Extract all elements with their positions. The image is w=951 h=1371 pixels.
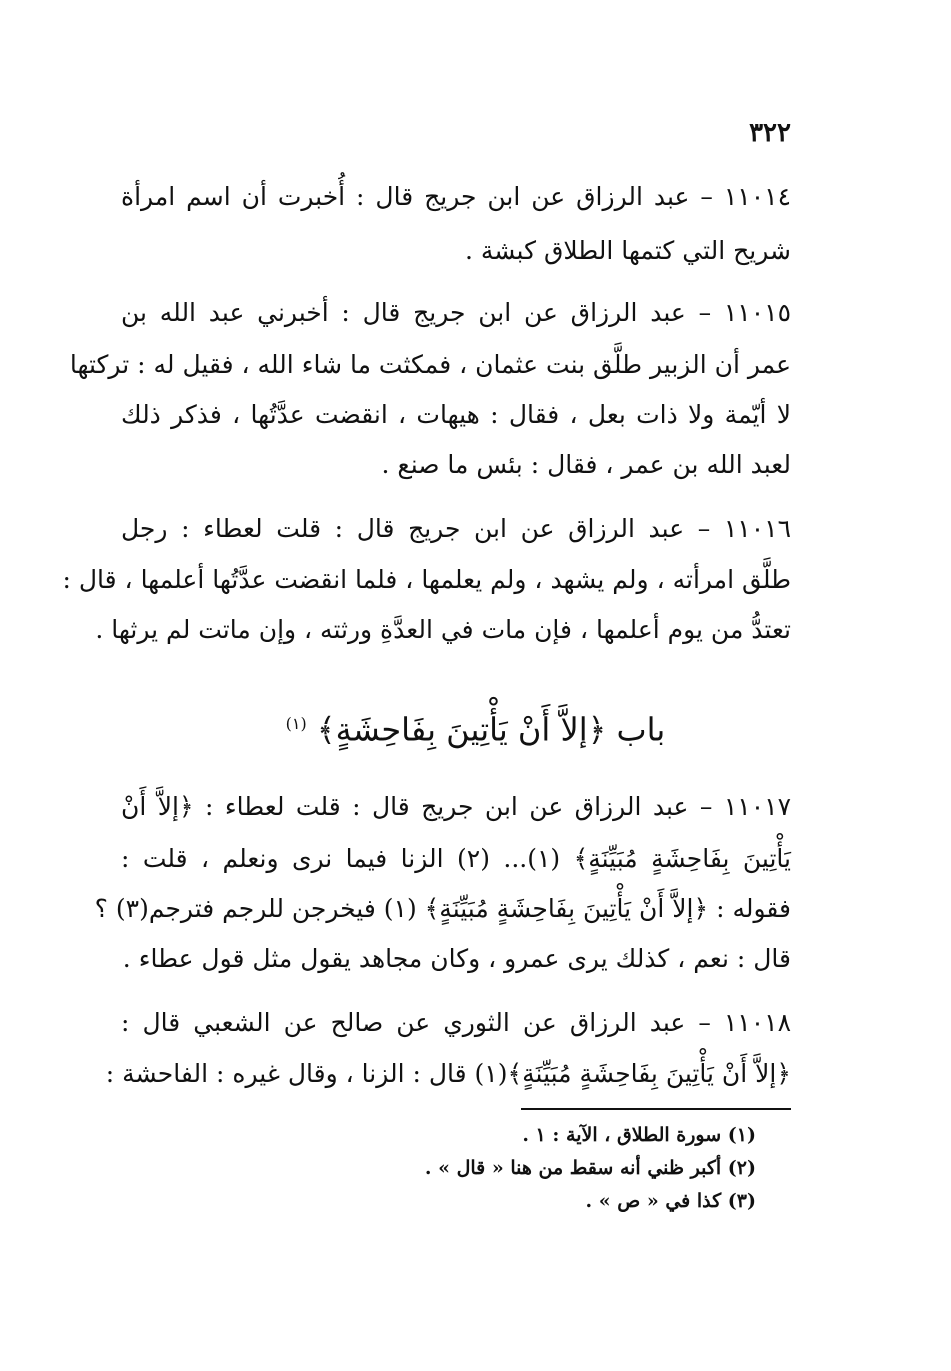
paragraph-11015-line-2: عمر أن الزبير طلَّق بنت عثمان ، فمكثت ما شاء الله ، فقيل له : تركتها [69,350,791,379]
footnote-3: (٣) كذا في « ص » . [585,1190,756,1212]
paragraph-11016-line-1: ١١٠١٦ – عبد الرزاق عن ابن جريج قال : قلت لعطاء : رجل [121,514,791,543]
paragraph-11017-line-1: ١١٠١٧ – عبد الرزاق عن ابن جريج قال : قلت لعطاء : ﴿إلاَّ أَنْ [121,792,791,821]
chapter-heading-footnote-ref: (١) [285,714,307,733]
page-number: ٣٢٢ [749,118,791,148]
footnote-2: (٢) أكبر ظني أنه سقط من هنا « قال » . [424,1157,756,1179]
paragraph-11016-line-3: تعتدُّ من يوم أعلمها ، فإن مات في العدَّةِ ورثته ، وإن ماتت لم يرثها . [95,615,791,644]
footnote-separator [521,1108,791,1110]
paragraph-11014-line-2: شريح التي كتمها الطلاق كبشة . [464,236,791,265]
paragraph-11017-line-4: قال : نعم ، كذلك يرى عمرو ، وكان مجاهد يقول مثل قول عطاء . [122,944,791,973]
paragraph-11015-line-4: لعبد الله بن عمر ، فقال : بئس ما صنع . [381,450,791,479]
paragraph-11018-line-2: ﴿إلاَّ أَنْ يَأْتِينَ بِفَاحِشَةٍ مُبَيِّنَةٍ﴾(١) قال : الزنا ، وقال غيره : الفاحشة : [105,1059,791,1088]
paragraph-11014-line-1: ١١٠١٤ – عبد الرزاق عن ابن جريج قال : أُخبرت أن اسم امرأة [121,182,791,211]
paragraph-11015-line-1: ١١٠١٥ – عبد الرزاق عن ابن جريج قال : أخبرني عبد الله بن [121,298,791,327]
paragraph-11018-line-1: ١١٠١٨ – عبد الرزاق عن الثوري عن صالح عن الشعبي قال : [121,1008,791,1037]
paragraph-11015-line-3: لا أيّمة ولا ذات بعل ، فقال : هيهات ، انقضت عدَّتُها ، فذكر ذلك [121,400,791,429]
footnote-1: (١) سورة الطلاق ، الآية : ١ . [522,1124,756,1146]
paragraph-11017-line-2: يَأْتِينَ بِفَاحِشَةٍ مُبَيِّنَةٍ﴾ (١)... (٢) الزنا فيما نرى ونعلم ، قلت : [121,844,791,873]
chapter-heading [0,702,951,752]
paragraph-11016-line-2: طلَّق امرأته ، ولم يشهد ، ولم يعلمها ، فلما انقضت عدَّتُها أعلمها ، قال : [62,565,791,594]
paragraph-11017-line-3: فقوله : ﴿إلاَّ أَنْ يَأْتِينَ بِفَاحِشَةٍ مُبَيِّنَةٍ﴾ (١) فيخرجن للرجم فترجم(٣) ؟ [94,894,791,923]
chapter-heading-text: باب ﴿إلاَّ أَنْ يَأْتِينَ بِفَاحِشَةٍ﴾ [316,710,666,749]
